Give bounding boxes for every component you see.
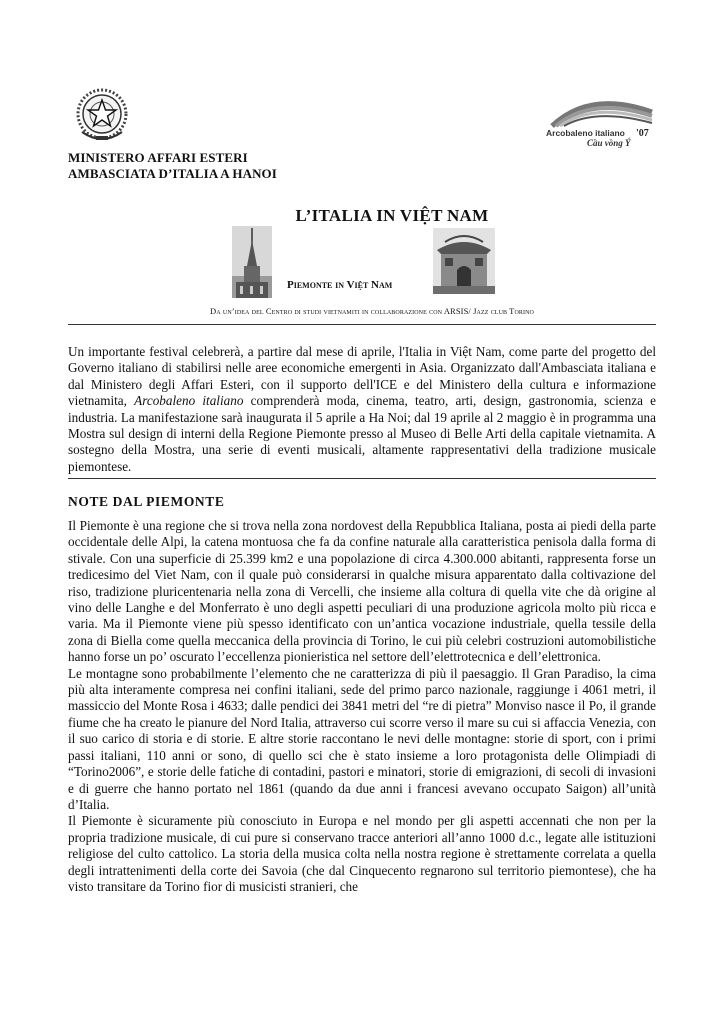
logo-title: Arcobaleno italiano (546, 128, 625, 138)
intro-paragraph (68, 344, 656, 475)
ministry-line-2: AMBASCIATA D’ITALIA A HANOI (68, 166, 277, 181)
credit-line (0, 306, 724, 316)
rainbow-arc-icon (540, 92, 660, 128)
hue-gate-icon (433, 228, 495, 294)
mole-antonelliana-icon (232, 226, 272, 298)
page-title-text: L’ITALIA IN VIỆT NAM (295, 206, 489, 225)
intro-text (68, 344, 656, 475)
logo-subtitle: Cầu vồng Ý (587, 138, 631, 148)
credit-text: Da un’idea del Centro di studi vietnamiti in collaborazione con ARSIS/ Jazz club Torino (210, 306, 534, 316)
ministry-header (68, 150, 277, 182)
section-body (68, 518, 656, 895)
divider-top (68, 324, 656, 325)
logo-year: '07 (636, 128, 649, 139)
section-paragraph: Le montagne sono probabilmente l’elemento che ne caratterizza di più il paesaggio. Il Gran Paradiso, la cima più alta interamente compresa nei confini italiani, sede del primo parco nazionale, raggiunge i 4061 metri, il massiccio del Monte Rosa i 4633; dalle pendici dei 3841 metri del “re di pietra” Monviso nasce il Po, il grande fiume che ha creato le pianure del Nord Italia, attraverso cui scorre verso il mare su cui si affaccia Venezia, con il suo carico di storia e di storie. E altre storie raccontano le nevi delle montagne: storie di sport, con i primi passi italiani, 110 anni or sono, di quello sci che è stato insieme a loro protagonista delle Olimpiadi di “Torino2006”, e storie delle fatiche di contadini, pastori e minatori, storie di emigrazioni, di secoli di invasioni e di guerre che hanno portato nel 1861 (quando da due anni i francesi avevano occupato Saigon) all’unità d’Italia. (68, 665, 656, 812)
section-paragraph: Il Piemonte è una regione che si trova nella zona nordovest della Repubblica Italiana, posta ai piedi della parte occidentale delle Alpi, la catena montuosa che fa da confine naturale alla caratteristica penisola dalla forma di stivale. Con una superficie di 25.399 km2 e una popolazione di circa 4.300.000 abitanti, rappresenta forse un tredicesimo del Viet Nam, con il quale può considerarsi in qualche misura apparentato dalla coltivazione del riso, tradizione pluricentenaria nella zona di Vercelli, che insieme alla coltura di quella vite che dà origine al vino delle Langhe e del Monferrato è uno degli aspetti peculiari di una produzione agricola molto più ricca e varia. Ma il Piemonte viene più spesso identificato con un’antica vocazione industriale, quella tessile della zona di Biella come quella meccanica della provincia di Torino, le cui più celebri costruzioni automobilistiche hanno forse un po’ oscurato l’eccellenza pionieristica nel settore dell’elettrotecnica e dell’elettronica. (68, 518, 656, 665)
festival-name: Arcobaleno italiano (134, 393, 244, 409)
intro-text-start: Un importante festival celebrerà, a partire dal mese di aprile, l'Italia in Việt Nam, come parte del progetto del Governo italiano di stabilirsi nelle aree economiche emergenti in Asia. Organizzato dall'Ambasciata italiana e dal Ministero degli Affari Esteri, con il supporto dell'ICE e del Ministero della cultura e informazione vietnamita, (68, 344, 656, 409)
section-paragraph: Il Piemonte è sicuramente più conosciuto in Europa e nel mondo per gli aspetti accennati che non per la propria tradizione musicale, di cui pure si conservano tracce anteriori all’anno 1000 d.c., legate alle istituzioni religiose del culto cattolico. La storia della musica colta nella nostra regione è strettamente correlata a quella degli intrattenimenti della corte dei Savoia (che dal Cinquecento regnarono sul territorio piemontese), che ha visto transitare da Torino fior di musicisti stranieri, che (68, 813, 656, 894)
ministry-line-1: MINISTERO AFFARI ESTERI (68, 150, 248, 165)
page-title (0, 206, 724, 226)
arcobaleno-logo (540, 92, 660, 152)
page-subtitle: Piemonte in Việt Nam (287, 279, 393, 291)
section-title: NOTE DAL PIEMONTE (68, 494, 225, 509)
intro-text-end: comprenderà moda, cinema, teatro, arti, design, gastronomia, scienza e industria. La manifestazione sarà inaugurata il 5 aprile a Ha Noi; dal 19 aprile al 2 maggio è in programma una Mostra sul design di interni della Regione Piemonte presso al Museo di Belle Arti della capitale vietnamita. A sostegno della Mostra, una serie di eventi musicali, altamente rappresentativi della tradizione musicale piemontese. (68, 393, 656, 474)
italian-emblem-icon (72, 86, 132, 146)
divider-bottom (68, 478, 656, 479)
